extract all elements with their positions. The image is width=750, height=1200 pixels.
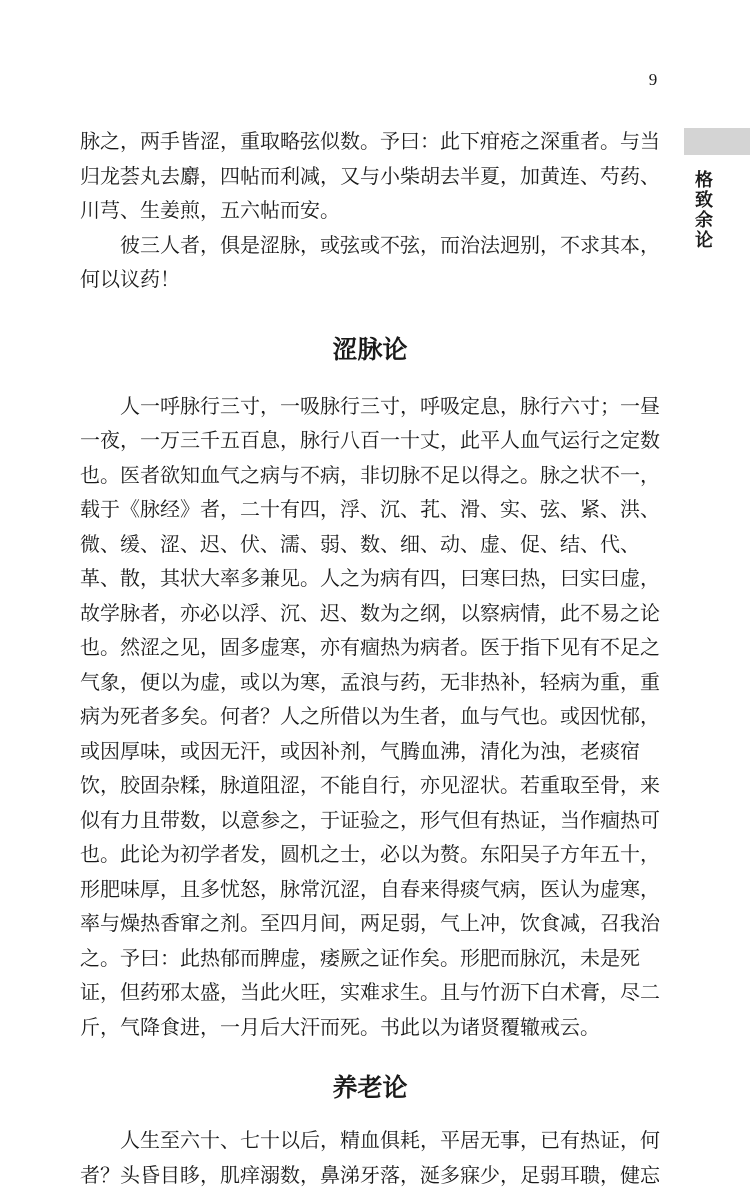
text-line: 归龙荟丸去麝，四帖而利减，又与小柴胡去半夏，加黄连、芍药、 bbox=[80, 163, 660, 188]
text-line: 载于《脉经》者，二十有四，浮、沉、芤、滑、实、弦、紧、洪、 bbox=[80, 497, 660, 521]
side-tab-marker bbox=[684, 128, 750, 155]
text-line: 形肥味厚，且多忧怒，脉常沉涩，自春来得痰气病，医认为虚寒， bbox=[80, 876, 660, 901]
page-body bbox=[80, 124, 660, 1192]
section-heading-se-mai: 涩脉论 bbox=[332, 334, 408, 364]
text-line: 也。然涩之见，固多虚寒，亦有痼热为病者。医于指下见有不足之 bbox=[80, 635, 660, 659]
text-line: 病为死者多矣。何者？人之所借以为生者，血与气也。或因忧郁， bbox=[80, 704, 660, 728]
yang-lao-paragraph bbox=[80, 1123, 660, 1192]
text-line: 饮，胶固杂糅，脉道阻涩，不能自行，亦见涩状。若重取至骨，来 bbox=[80, 773, 660, 797]
text-line: 证，但药邪太盛，当此火旺，实难求生。且与竹沥下白术膏，尽二 bbox=[80, 980, 660, 1004]
text-line: 也。此论为初学者发，圆机之士，必以为赘。东阳吴子方年五十， bbox=[80, 842, 660, 866]
intro-paragraph bbox=[80, 124, 660, 297]
text-line: 川芎、生姜煎，五六帖而安。 bbox=[80, 198, 340, 222]
text-line: 脉之，两手皆涩，重取略弦似数。予曰：此下疳疮之深重者。与当 bbox=[80, 129, 660, 153]
text-line: 革、散，其状大率多兼见。人之为病有四，曰寒曰热，曰实曰虚， bbox=[80, 566, 660, 590]
text-line: 人生至六十、七十以后，精血俱耗，平居无事，已有热证，何 bbox=[80, 1128, 660, 1152]
text-line: 彼三人者，俱是涩脉，或弦或不弦，而治法迥别，不求其本， bbox=[80, 232, 660, 257]
text-line: 率与燥热香窜之剂。至四月间，两足弱，气上冲，饮食减，召我治 bbox=[80, 911, 660, 935]
text-line: 一夜，一万三千五百息，脉行八百一十丈，此平人血气运行之定数 bbox=[80, 428, 660, 452]
page-number: 9 bbox=[648, 70, 658, 89]
text-line: 何以议药！ bbox=[80, 267, 180, 291]
text-line: 人一呼脉行三寸，一吸脉行三寸，呼吸定息，脉行六寸；一昼 bbox=[80, 393, 660, 418]
se-mai-paragraph bbox=[80, 389, 660, 1045]
text-line: 微、缓、涩、迟、伏、濡、弱、数、细、动、虚、促、结、代、 bbox=[80, 531, 640, 556]
text-line: 故学脉者，亦必以浮、沉、迟、数为之纲，以察病情，此不易之论 bbox=[80, 600, 660, 625]
side-chapter-label: 格致余论 bbox=[692, 170, 713, 250]
text-line: 气象，便以为虚，或以为寒，孟浪与药，无非热补，轻病为重，重 bbox=[80, 669, 660, 694]
text-line: 也。医者欲知血气之病与不病，非切脉不足以得之。脉之状不一， bbox=[80, 462, 660, 487]
text-line: 似有力且带数，以意参之，于证验之，形气但有热证，当作痼热可 bbox=[80, 807, 660, 832]
text-line: 或因厚味，或因无汗，或因补剂，气腾血沸，清化为浊，老痰宿 bbox=[80, 738, 640, 763]
text-line: 斤，气降食进，一月后大汗而死。书此以为诸贤覆辙戒云。 bbox=[80, 1014, 600, 1039]
text-line: 之。予曰：此热郁而脾虚，痿厥之证作矣。形肥而脉沉，未是死 bbox=[80, 945, 640, 970]
section-heading-yang-lao: 养老论 bbox=[332, 1073, 408, 1102]
text-line: 者？头昏目眵，肌痒溺数，鼻涕牙落，涎多寐少，足弱耳聩，健忘 bbox=[80, 1162, 660, 1187]
